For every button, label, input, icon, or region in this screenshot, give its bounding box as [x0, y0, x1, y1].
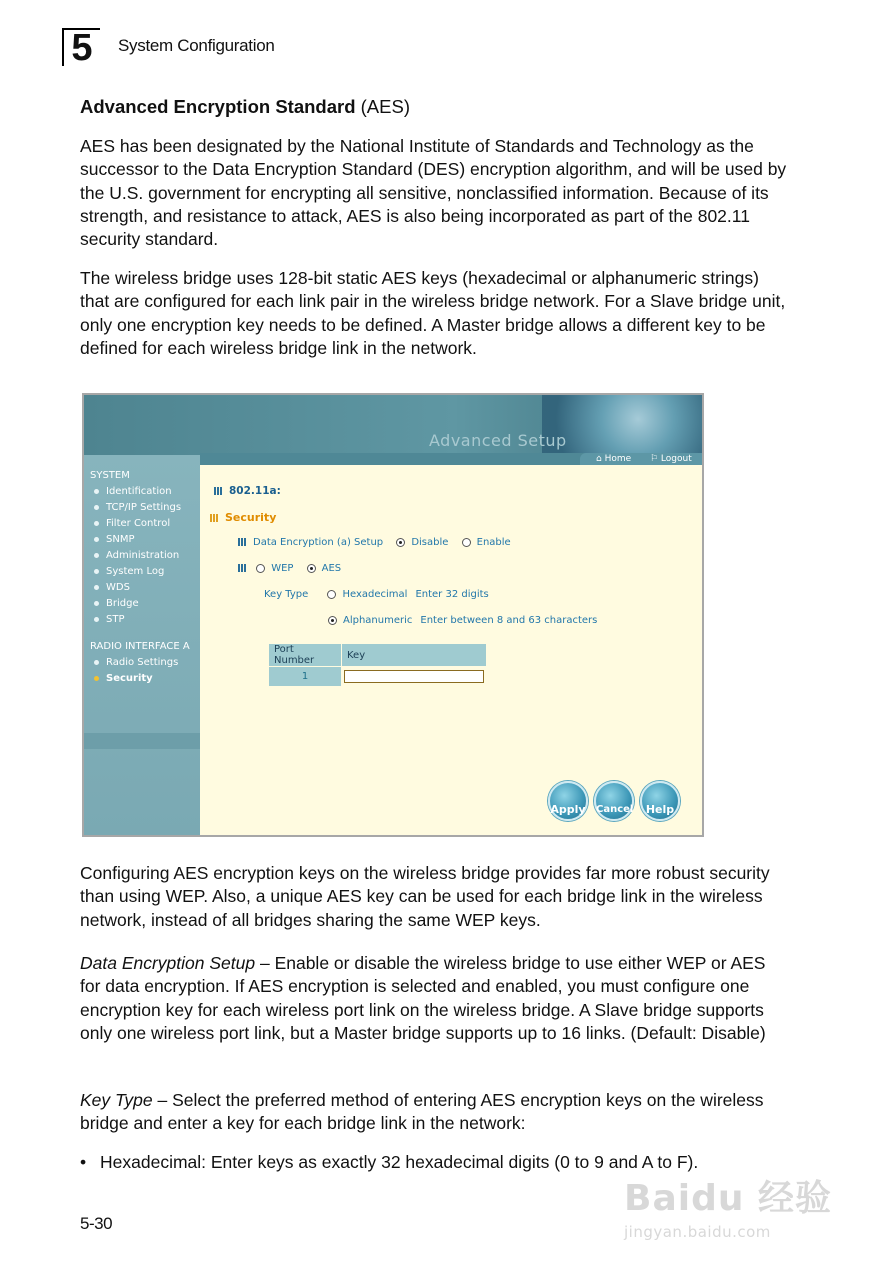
- bullet-icon: [94, 676, 99, 681]
- data-encryption-label: Data Encryption (a) Setup: [253, 537, 384, 548]
- bullet-icon: [94, 553, 99, 558]
- bullet-hexadecimal: • Hexadecimal: Enter keys as exactly 32 hexadecimal digits (0 to 9 and A to F).: [80, 1151, 790, 1174]
- bullet-icon: [94, 489, 99, 494]
- bullet-icon: [94, 537, 99, 542]
- hexadecimal-label: Hexadecimal: [342, 589, 408, 600]
- section-heading-rest: (AES): [355, 96, 410, 117]
- key-input[interactable]: [344, 670, 484, 683]
- sidebar-item-bridge[interactable]: Bridge: [94, 598, 139, 609]
- data-encryption-row: [238, 537, 511, 548]
- bullet-icon: [94, 505, 99, 510]
- sidebar-item-tcpip-settings[interactable]: TCP/IP Settings: [94, 502, 181, 513]
- disable-radio[interactable]: [396, 538, 405, 547]
- term-key-type: Key Type: [80, 1090, 153, 1110]
- port-number-cell: 1: [269, 667, 342, 687]
- watermark-url: jingyan.baidu.com: [624, 1223, 771, 1241]
- paragraph-data-encryption-setup: Data Encryption Setup – Enable or disable the wireless bridge to use either WEP or AES for data encryption. If AES encryption is selected and enabled, you must configure one encryption key for each wireless port link on the wireless bridge. A Slave bridge supports only one wireless port link, but a Master bridge supports up to 16 links. (Default: Disable): [80, 953, 766, 1043]
- bullet-icon: [94, 521, 99, 526]
- alphanumeric-hint: Enter between 8 and 63 characters: [420, 615, 598, 626]
- key-type-row: [264, 589, 489, 600]
- sidebar-item-security[interactable]: Security: [94, 673, 153, 684]
- paragraph-aes-vs-wep: Configuring AES encryption keys on the wireless bridge provides far more robust security than using WEP. Also, a unique AES key can be used for each bridge link in the wireless network, instead of all bridges sharing the same WEP keys.: [80, 863, 770, 930]
- bullet-icon: [94, 617, 99, 622]
- term-data-encryption-setup: Data Encryption Setup: [80, 953, 256, 973]
- sidebar-item-stp[interactable]: STP: [94, 614, 125, 625]
- sidebar-heading-system: SYSTEM: [90, 470, 130, 481]
- key-cell: [342, 667, 487, 687]
- apply-button[interactable]: Apply: [548, 781, 588, 821]
- grid-bullet-icon: [238, 564, 247, 572]
- disable-label: Disable: [411, 537, 449, 548]
- banner: [84, 395, 702, 455]
- bullet-icon: [94, 601, 99, 606]
- alphanumeric-row: [328, 615, 597, 626]
- home-link[interactable]: ⌂ Home: [596, 454, 632, 464]
- sidebar-heading-radio-interface-a: RADIO INTERFACE A: [90, 641, 190, 652]
- sidebar: [84, 455, 200, 835]
- bullet-icon: [94, 569, 99, 574]
- aes-label: AES: [321, 563, 342, 574]
- advanced-setup-screenshot: [82, 393, 704, 837]
- sidebar-item-identification[interactable]: Identification: [94, 486, 172, 497]
- bullet-icon: [94, 660, 99, 665]
- alphanumeric-radio[interactable]: [328, 616, 337, 625]
- cipher-row: [238, 563, 341, 574]
- key-table: [268, 643, 487, 687]
- banner-title: Advanced Setup: [429, 431, 567, 450]
- baidu-watermark: [624, 1170, 834, 1250]
- key-type-label: Key Type: [264, 589, 309, 600]
- grid-bullet-icon: [238, 538, 247, 546]
- hexadecimal-radio[interactable]: [327, 590, 336, 599]
- sidebar-item-wds[interactable]: WDS: [94, 582, 130, 593]
- sidebar-item-filter-control[interactable]: Filter Control: [94, 518, 170, 529]
- grid-bullet-icon: [214, 487, 223, 495]
- sidebar-active-highlight: [84, 733, 200, 749]
- sidebar-item-radio-settings[interactable]: Radio Settings: [94, 657, 178, 668]
- aes-radio[interactable]: [307, 564, 316, 573]
- cancel-button[interactable]: Cancel: [594, 781, 634, 821]
- watermark-logo: Baidu 经验: [624, 1178, 833, 1219]
- enable-label: Enable: [476, 537, 511, 548]
- bullet-icon: [94, 585, 99, 590]
- chapter-number: 5: [62, 28, 100, 66]
- bullet-icon: •: [80, 1152, 87, 1172]
- logout-link[interactable]: ⚐ Logout: [650, 454, 692, 464]
- table-row: [269, 667, 487, 687]
- hexadecimal-hint: Enter 32 digits: [415, 589, 489, 600]
- section-heading: [80, 95, 790, 118]
- wep-radio[interactable]: [256, 564, 265, 573]
- page-number: 5-30: [80, 1214, 113, 1233]
- main-panel: [200, 465, 702, 835]
- sidebar-item-system-log[interactable]: System Log: [94, 566, 164, 577]
- paragraph-aes-keys: The wireless bridge uses 128-bit static AES keys (hexadecimal or alphanumeric strings) that are configured for each link pair in the wireless bridge network. For a Slave bridge unit, only one encryption key needs to be defined. A Master bridge allows a different key to be defined for each wireless bridge link in the network.: [80, 268, 786, 358]
- wep-label: WEP: [271, 563, 294, 574]
- enable-radio[interactable]: [462, 538, 471, 547]
- help-button[interactable]: Help: [640, 781, 680, 821]
- column-header-key: Key: [342, 644, 487, 667]
- sidebar-item-snmp[interactable]: SNMP: [94, 534, 135, 545]
- sidebar-item-administration[interactable]: Administration: [94, 550, 179, 561]
- section-heading-bold: Advanced Encryption Standard: [80, 96, 356, 117]
- grid-bullet-icon: [210, 514, 219, 522]
- paragraph-aes-intro: AES has been designated by the National Institute of Standards and Technology as the successor to the Data Encryption Standard (DES) encryption algorithm, and will be used by the U.S. government for encrypting all sensitive, nonclassified information. Because of its strength, and resistance to attack, AES is also being incorporated as part of the 802.11 security standard.: [80, 136, 787, 250]
- band-label: 802.11a:: [214, 485, 281, 497]
- table-header-row: [269, 644, 487, 667]
- column-header-port-number: Port Number: [269, 644, 342, 667]
- paragraph-key-type: Key Type – Select the preferred method of entering AES encryption keys on the wireless bridge and enter a key for each bridge link in the network:: [80, 1090, 764, 1134]
- alphanumeric-label: Alphanumeric: [343, 615, 413, 626]
- chapter-title: System Configuration: [118, 36, 275, 55]
- security-heading: Security: [210, 511, 276, 524]
